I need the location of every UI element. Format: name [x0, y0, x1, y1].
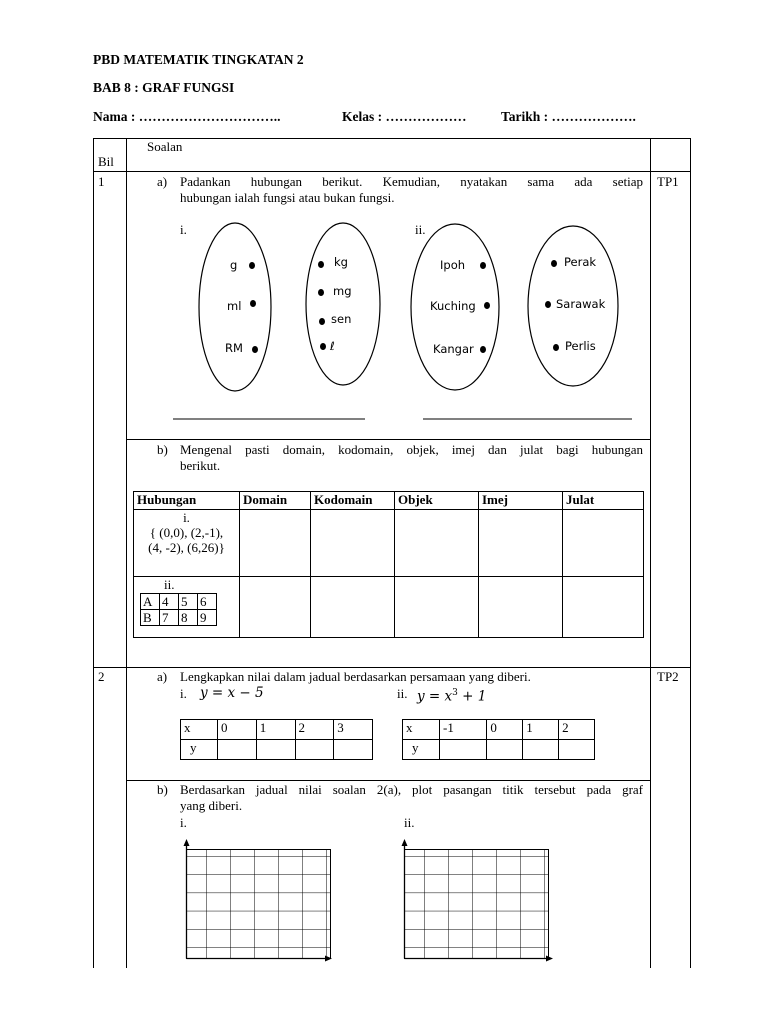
chapter-title: BAB 8 : GRAF FUNGSI [93, 80, 235, 95]
element-kangar: Kangar [433, 342, 474, 356]
table-cell: -1 [440, 720, 487, 740]
header-julat: Julat [563, 492, 644, 510]
answer-cell[interactable] [295, 740, 334, 760]
relation-i-line2: (4, -2), (6,26)} [148, 540, 225, 555]
element-perak: Perak [564, 255, 597, 269]
dot-icon [320, 343, 326, 350]
equation-ii-tail: + 1 [457, 688, 487, 705]
mini-cell: B [141, 610, 160, 626]
q2a-roman-i: i. [180, 686, 187, 701]
soalan-header: Soalan [147, 139, 183, 154]
answer-cell[interactable] [487, 740, 523, 760]
mini-cell: 4 [160, 594, 179, 610]
element-sarawak: Sarawak [556, 297, 606, 311]
header-objek: Objek [395, 492, 479, 510]
table-cell: y [403, 740, 440, 760]
element-rm: RM [225, 341, 243, 355]
class-field: Kelas : ……………… [342, 109, 467, 124]
q2b-text-line2: yang diberi. [180, 798, 243, 813]
element-g: g [230, 258, 238, 272]
answer-cell[interactable] [395, 510, 479, 577]
header-kodomain: Kodomain [311, 492, 395, 510]
element-kuching: Kuching [430, 299, 476, 313]
q2a-roman-ii: ii. [397, 686, 408, 701]
answer-cell[interactable] [440, 740, 487, 760]
dot-icon [551, 260, 557, 267]
name-field: Nama : ………………………….. [93, 109, 281, 124]
element-mg: mg [333, 284, 352, 298]
answer-cell[interactable] [479, 577, 563, 638]
q2-number: 2 [98, 669, 105, 684]
table-cell: 0 [218, 720, 257, 740]
element-ipoh: Ipoh [440, 258, 466, 272]
dot-icon [480, 346, 486, 353]
mini-cell: 8 [179, 610, 198, 626]
answer-cell[interactable] [559, 740, 595, 760]
graph-grid-ii[interactable] [400, 838, 553, 962]
worksheet-title: PBD MATEMATIK TINGKATAN 2 [93, 52, 304, 67]
q1b-letter: b) [157, 442, 168, 457]
mini-cell: A [141, 594, 160, 610]
answer-cell[interactable] [334, 740, 373, 760]
element-perlis: Perlis [565, 339, 596, 353]
table-cell: 2 [559, 720, 595, 740]
equation-i: y = x − 5 [200, 685, 264, 701]
answer-cell[interactable] [218, 740, 257, 760]
relation-i-line1: { (0,0), (2,-1), [149, 525, 224, 540]
header-imej: Imej [479, 492, 563, 510]
q2a-letter: a) [157, 669, 168, 684]
table-cell: 1 [256, 720, 295, 740]
dot-icon [319, 318, 325, 325]
answer-cell[interactable] [563, 510, 644, 577]
table-cell: 2 [295, 720, 334, 740]
element-ml: ml [227, 299, 242, 313]
table-cell: y [181, 740, 218, 760]
q1b-text-line2: berikut. [180, 458, 221, 473]
dot-icon [484, 302, 490, 309]
table-cell: 3 [334, 720, 373, 740]
header-domain: Domain [240, 492, 311, 510]
relation-i-label: i. [183, 510, 190, 525]
q1-tp-level: TP1 [657, 174, 679, 189]
q1a-text-line2: hubungan ialah fungsi atau bukan fungsi. [180, 190, 395, 205]
equation-ii-exponent: 3 [452, 688, 458, 698]
header-hubungan: Hubungan [134, 492, 240, 510]
dot-icon [318, 261, 324, 268]
dot-icon [318, 289, 324, 296]
equation-ii-base: y = x [417, 688, 453, 705]
q2a-text: Lengkapkan nilai dalam jadual berdasarkan persamaan yang diberi. [180, 669, 531, 684]
dot-icon [553, 344, 559, 351]
value-table-ii [402, 719, 595, 760]
dot-icon [249, 262, 255, 269]
q1a-roman-ii: ii. [415, 222, 426, 237]
answer-cell[interactable] [240, 510, 311, 577]
dot-icon [250, 300, 256, 307]
mini-cell: 9 [198, 610, 217, 626]
q2b-text-line1: Berdasarkan jadual nilai soalan 2(a), plot pasangan titik tersebut pada graf [180, 782, 643, 797]
mini-cell: 6 [198, 594, 217, 610]
q1a-roman-i: i. [180, 222, 187, 237]
equation-ii [417, 685, 486, 705]
relation-i-cell [134, 510, 240, 577]
graph-grid-i[interactable] [182, 838, 332, 962]
dot-icon [252, 346, 258, 353]
answer-cell[interactable] [311, 577, 395, 638]
table-cell: 1 [523, 720, 559, 740]
q2b-roman-ii: ii. [404, 815, 415, 830]
table-cell: x [181, 720, 218, 740]
answer-cell[interactable] [240, 577, 311, 638]
element-litre: ℓ [330, 339, 335, 353]
relation-ii-cell [134, 577, 240, 638]
date-field: Tarikh : ………………. [501, 109, 636, 124]
answer-cell[interactable] [395, 577, 479, 638]
dot-icon [480, 262, 486, 269]
table-cell: 0 [487, 720, 523, 740]
value-table-i [180, 719, 373, 760]
mini-cell: 5 [179, 594, 198, 610]
answer-cell[interactable] [479, 510, 563, 577]
element-sen: sen [331, 312, 352, 326]
q2b-letter: b) [157, 782, 168, 797]
answer-cell[interactable] [311, 510, 395, 577]
q1a-text-line1: Padankan hubungan berikut. Kemudian, nyatakan sama ada setiap [180, 174, 643, 189]
q1b-text-line1: Mengenal pasti domain, kodomain, objek, imej dan julat bagi hubungan [180, 442, 643, 457]
q2b-roman-i: i. [180, 815, 187, 830]
q2-tp-level: TP2 [657, 669, 679, 684]
answer-cell[interactable] [256, 740, 295, 760]
answer-cell[interactable] [563, 577, 644, 638]
dot-icon [545, 301, 551, 308]
relation-ii-mini-table [140, 593, 217, 626]
table-cell: x [403, 720, 440, 740]
bil-header: Bil [98, 154, 114, 169]
answer-cell[interactable] [523, 740, 559, 760]
ellipse-set-i-right [306, 223, 380, 385]
element-kg: kg [334, 255, 348, 269]
q1a-letter: a) [157, 174, 168, 189]
relation-ii-label: ii. [164, 577, 175, 592]
mini-cell: 7 [160, 610, 179, 626]
relation-table [133, 491, 644, 638]
q1-number: 1 [98, 174, 105, 189]
